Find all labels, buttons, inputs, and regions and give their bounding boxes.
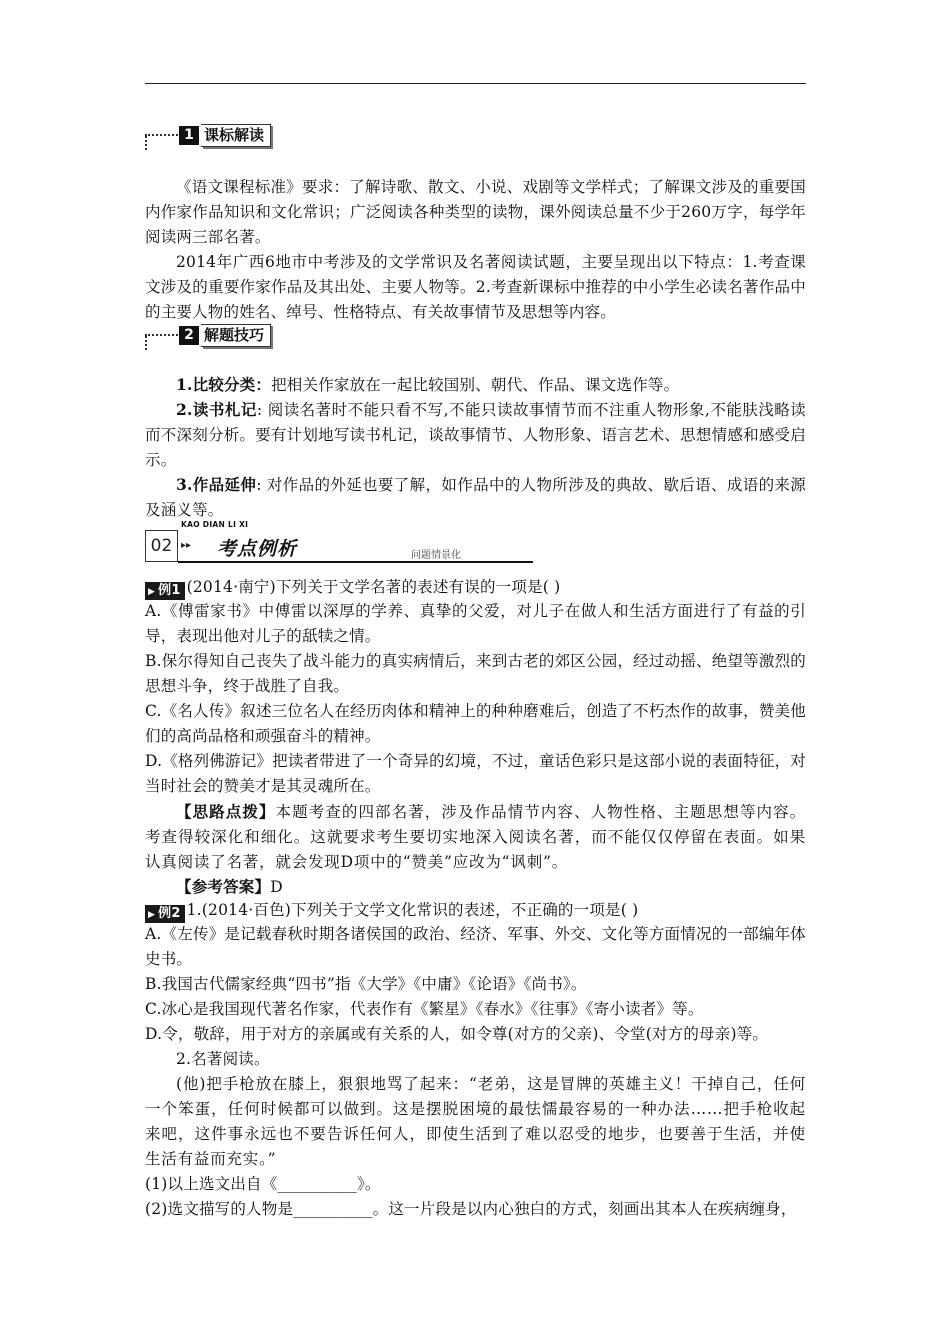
hint-heading: 【思路点拨】 [176,802,276,821]
tip-heading: 2.读书札记 [176,400,257,419]
example1-option-c: C.《名人传》叙述三位名人在经历肉体和精神上的种种磨难后，创造了不朽杰作的故事，赞美他们的高尚品格和顽强奋斗的精神。 [145,702,806,745]
tip-body: : 阅读名著时不能只看不写,不能只读故事情节而不注重人物形象,不能肤浅略读而不深刻分析。要有计划地写读书札记，谈故事情节、人物形象、语言艺术、思想情感和感受启示。 [145,401,807,469]
example1-answer [145,874,806,900]
tip-body: 把相关作家放在一起比较国别、朝代、作品、课文选作等。 [271,376,680,394]
example2-option-a: A.《左传》是记载春秋时期各诸侯国的政治、经济、军事、外交、文化等方面情况的一部编年体史书。 [145,925,806,968]
banner-title: 考点例析 [217,538,298,560]
section-label: 解题技巧 [201,324,271,347]
tip-body: : 对作品的外延也要了解，如作品中的人物所涉及的典故、歇后语、成语的来源及涵义等。 [145,476,806,519]
answer-text: D [270,878,283,896]
example2-option-b: B.我国古代儒家经典“四书”指《大学》《中庸》《论语》《尚书》。 [145,975,587,993]
play-triangle-icon: ▶ [148,587,156,597]
play-triangle-icon: ▶ [148,910,156,920]
section-label: 课标解读 [201,124,271,147]
example-badge [145,905,185,923]
dotted-leader [145,134,178,136]
tip-3 [145,472,806,523]
dotted-leader [145,334,178,336]
hint-text: 本题考查的四部名著，涉及作品情节内容、人物性格、主题思想等内容。考查得较深化和细化。这就要求考生要切实地深入阅读名著，而不能仅仅停留在表面。如果认真阅读了名著，就会发现D项中的“赞美”应改为“讽刺”。 [145,803,806,871]
curriculum-paragraph-2: 2014年广西6地市中考涉及的文学常识及名著阅读试题，主要呈现出以下特点：1.考查课文涉及的重要作家作品及其出处、主要人物等。2.考查新课标中推荐的中小学生必读名著作品中的主要人物的姓名、绰号、性格特点、有关故事情节及思想等内容。 [145,253,806,321]
section-banner [145,520,533,564]
example-badge-label: 例1 [158,583,181,598]
tip-heading: 3.作品延伸 [176,475,257,494]
subquestion-1: (1)以上选文出自《__________》。 [145,1175,381,1193]
example1-option-a: A.《傅雷家书》中傅雷以深厚的学养、真挚的父爱，对儿子在做人和生活方面进行了有益的引导，表现出他对儿子的舐犊之情。 [145,602,806,645]
dotted-leader-vertical [145,336,147,350]
banner-tag: 问题情景化 [411,550,461,561]
answer-heading: 【参考答案】 [176,877,271,896]
example-badge-label: 例2 [158,906,181,921]
section-badge-curriculum [145,124,285,154]
example1-stem [145,575,806,600]
tip-heading: 1.比较分类： [176,375,272,394]
question-text: 1.(2014·百色)下列关于文学文化常识的表述，不正确的一项是( ) [186,901,639,919]
section-number: 1 [179,126,199,145]
curriculum-paragraph-1: 《语文课程标准》要求：了解诗歌、散文、小说、戏剧等文学样式；了解课文涉及的重要国内作家作品知识和文化常识；广泛阅读各种类型的读物，课外阅读总量不少于260万字，每学年阅读两三部名著。 [145,178,806,246]
reading-passage: (他)把手枪放在膝上，狠狠地骂了起来：“老弟，这是冒牌的英雄主义！干掉自己，任何一个笨蛋，任何时候都可以做到。这是摆脱困境的最怯懦最容易的一种办法……把手枪收起来吧，这件事永远也不要告诉任何人，即使生活到了难以忍受的地步，也要善于生活，并使生活有益而充实。” [145,1075,806,1168]
double-arrow-icon: ▸▸ [181,540,192,551]
section-number: 2 [179,326,199,345]
example-badge [145,582,185,600]
example1-option-b: B.保尔得知自己丧失了战斗能力的真实病情后，来到古老的郊区公园，经过动摇、绝望等激烈的思想斗争，终于战胜了自我。 [145,652,806,695]
subquestion-2: (2)选文描写的人物是__________。这一片段是以内心独白的方式，刻画出其本人在疾病缠身， [145,1200,797,1218]
header-rule [145,83,806,84]
banner-number: 02 [145,530,178,562]
tip-1 [145,372,806,398]
section-badge-tips [145,324,285,354]
banner-pinyin: KAO DIAN LI XI [181,520,249,529]
example2-question-2: 2.名著阅读。 [176,1050,270,1068]
example2-option-c: C.冰心是我国现代著名作家，代表作有《繁星》《春水》《往事》《寄小读者》等。 [145,1000,704,1018]
example1-hint [145,799,806,875]
tip-2 [145,397,806,473]
banner-underline [178,561,533,563]
example2-option-d: D.令，敬辞，用于对方的亲属或有关系的人，如令尊(对方的父亲)、令堂(对方的母亲)等。 [145,1025,769,1043]
example2-stem [145,898,806,923]
dotted-leader-vertical [145,136,147,150]
question-text: (2014·南宁)下列关于文学名著的表述有误的一项是( ) [186,578,561,596]
example1-option-d: D.《格列佛游记》把读者带进了一个奇异的幻境，不过，童话色彩只是这部小说的表面特征，对当时社会的赞美才是其灵魂所在。 [145,752,806,795]
